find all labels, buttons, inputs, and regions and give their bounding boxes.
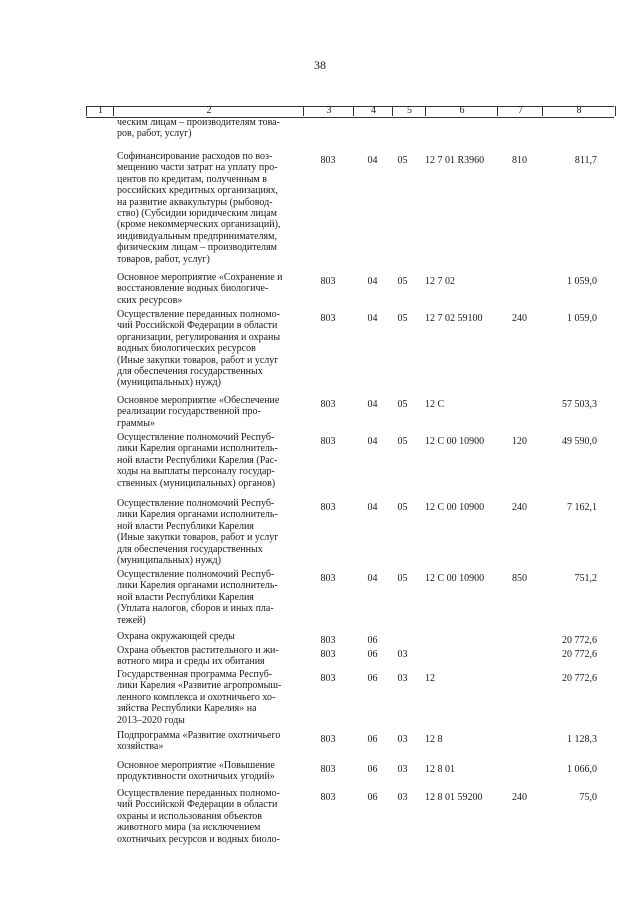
cell-col-5: 05 xyxy=(397,436,408,447)
cell-col-4: 06 xyxy=(367,649,378,660)
row-name: Основное мероприятие «Повышение продуктивности охотничьих угодий» xyxy=(117,760,275,783)
row-name: Основное мероприятие «Сохранение и восстановление водных биологиче- ских ресурсов» xyxy=(117,272,283,306)
row-name: Софинансирование расходов по воз- мещению части затрат на уплату про- центов по кредитам, полученным в российских кредитных организациях, на развитие аквакультуры (рыбовод- ство) (Субсидии юридическим лицам (кроме некоммерческих организаций), индивидуальным предпринимателям, физическим лицам – производителям товаров, работ, услуг) xyxy=(117,151,281,265)
cell-col-5: 05 xyxy=(397,399,408,410)
cell-col-3: 803 xyxy=(320,734,336,745)
cell-col-6: 12 7 01 R3960 xyxy=(425,155,485,166)
cell-col-8: 20 772,6 xyxy=(562,635,597,646)
cell-col-7: 240 xyxy=(512,502,527,513)
cell-col-4: 04 xyxy=(367,155,378,166)
cell-col-4: 04 xyxy=(367,313,378,324)
cell-col-8: 751,2 xyxy=(574,573,597,584)
row-name: Государственная программа Респуб- лики Карелия «Развитие агропромыш- ленного комплекса и охотничьего хо- зяйства Республики Карелия» на 2013–2020 годы xyxy=(117,669,282,726)
row-name: Охрана объектов растительного и жи- вотного мира и среды их обитания xyxy=(117,645,279,668)
cell-col-3: 803 xyxy=(320,673,336,684)
cell-col-8: 57 503,3 xyxy=(562,399,597,410)
cell-col-3: 803 xyxy=(320,635,336,646)
cell-col-3: 803 xyxy=(320,313,336,324)
cell-col-4: 06 xyxy=(367,635,378,646)
cell-col-5: 03 xyxy=(397,792,408,803)
row-name: Основное мероприятие «Обеспечение реализации государственной про- граммы» xyxy=(117,395,280,429)
cell-col-8: 20 772,6 xyxy=(562,673,597,684)
cell-col-4: 04 xyxy=(367,502,378,513)
cell-col-3: 803 xyxy=(320,155,336,166)
cell-col-4: 06 xyxy=(367,792,378,803)
cell-col-7: 240 xyxy=(512,313,527,324)
row-name: Осуществление полномочий Респуб- лики Карелия органами исполнитель- ной власти Республики Карелия (Иные закупки товаров, работ и услуг для обеспечения государственных (муниципальных) нужд) xyxy=(117,498,279,567)
cell-col-6: 12 С 00 10900 xyxy=(425,436,485,447)
header-col-4: 4 xyxy=(353,106,393,116)
header-col-1: 1 xyxy=(86,106,114,116)
page-number: 38 xyxy=(314,58,326,72)
row-name: Осуществление полномочий Респуб- лики Карелия органами исполнитель- ной власти Республики Карелия (Рас- ходы на выплаты персоналу государ- ственных (муниципальных) органов) xyxy=(117,432,278,489)
cell-col-5: 03 xyxy=(397,649,408,660)
cell-col-3: 803 xyxy=(320,276,336,287)
cell-col-8: 49 590,0 xyxy=(562,436,597,447)
cell-col-6: 12 8 xyxy=(425,734,443,745)
row-name: Осуществление полномочий Респуб- лики Карелия органами исполнитель- ной власти Республики Карелия (Уплата налогов, сборов и иных пла- тежей) xyxy=(117,569,278,626)
cell-col-5: 05 xyxy=(397,502,408,513)
cell-col-6: 12 С 00 10900 xyxy=(425,573,485,584)
cell-col-5: 05 xyxy=(397,276,408,287)
cell-col-8: 1 059,0 xyxy=(567,313,597,324)
cell-col-3: 803 xyxy=(320,399,336,410)
cell-col-5: 03 xyxy=(397,764,408,775)
cell-col-7: 120 xyxy=(512,436,527,447)
cell-col-7: 850 xyxy=(512,573,527,584)
cell-col-4: 06 xyxy=(367,734,378,745)
header-col-6: 6 xyxy=(425,106,498,116)
cell-col-8: 75,0 xyxy=(579,792,597,803)
cell-col-4: 04 xyxy=(367,399,378,410)
cell-col-6: 12 7 02 xyxy=(425,276,455,287)
cell-col-4: 06 xyxy=(367,673,378,684)
header-col-8: 8 xyxy=(542,106,616,116)
row-name: Охрана окружающей среды xyxy=(117,631,235,642)
row-name: Осуществление переданных полномо- чий Российской Федерации в области организации, регулирования и охраны водных биологических ресурсов (Иные закупки товаров, работ и услуг для обеспечения государственных (муниципальных) нужд) xyxy=(117,309,281,389)
header-col-2: 2 xyxy=(113,106,304,116)
cell-col-3: 803 xyxy=(320,436,336,447)
cell-col-3: 803 xyxy=(320,764,336,775)
cell-col-5: 03 xyxy=(397,673,408,684)
header-col-7: 7 xyxy=(497,106,543,116)
cell-col-5: 05 xyxy=(397,313,408,324)
row-name: Подпрограмма «Развитие охотничьего хозяйства» xyxy=(117,730,281,753)
cell-col-6: 12 7 02 59100 xyxy=(425,313,483,324)
cell-col-4: 04 xyxy=(367,573,378,584)
cell-col-3: 803 xyxy=(320,792,336,803)
cell-col-8: 1 128,3 xyxy=(567,734,597,745)
cell-col-8: 1 059,0 xyxy=(567,276,597,287)
cell-col-6: 12 8 01 59200 xyxy=(425,792,483,803)
row-name: Осуществление переданных полномо- чий Российской Федерации в области охраны и использования объектов животного мира (за исключением охотничьих ресурсов и водных биоло- xyxy=(117,788,280,845)
cell-col-7: 240 xyxy=(512,792,527,803)
cell-col-3: 803 xyxy=(320,573,336,584)
cell-col-4: 04 xyxy=(367,276,378,287)
cell-col-3: 803 xyxy=(320,649,336,660)
cell-col-6: 12 С xyxy=(425,399,445,410)
cell-col-8: 7 162,1 xyxy=(567,502,597,513)
cell-col-4: 04 xyxy=(367,436,378,447)
header-col-5: 5 xyxy=(392,106,426,116)
cell-col-5: 05 xyxy=(397,573,408,584)
cell-col-4: 06 xyxy=(367,764,378,775)
cell-col-5: 03 xyxy=(397,734,408,745)
cell-col-6: 12 С 00 10900 xyxy=(425,502,485,513)
cell-col-6: 12 8 01 xyxy=(425,764,455,775)
row-name: ческим лицам – производителям това- ров, работ, услуг) xyxy=(117,117,280,140)
header-col-3: 3 xyxy=(303,106,354,116)
cell-col-5: 05 xyxy=(397,155,408,166)
cell-col-3: 803 xyxy=(320,502,336,513)
cell-col-8: 811,7 xyxy=(574,155,597,166)
cell-col-7: 810 xyxy=(512,155,527,166)
cell-col-8: 1 066,0 xyxy=(567,764,597,775)
cell-col-8: 20 772,6 xyxy=(562,649,597,660)
cell-col-6: 12 xyxy=(425,673,435,684)
